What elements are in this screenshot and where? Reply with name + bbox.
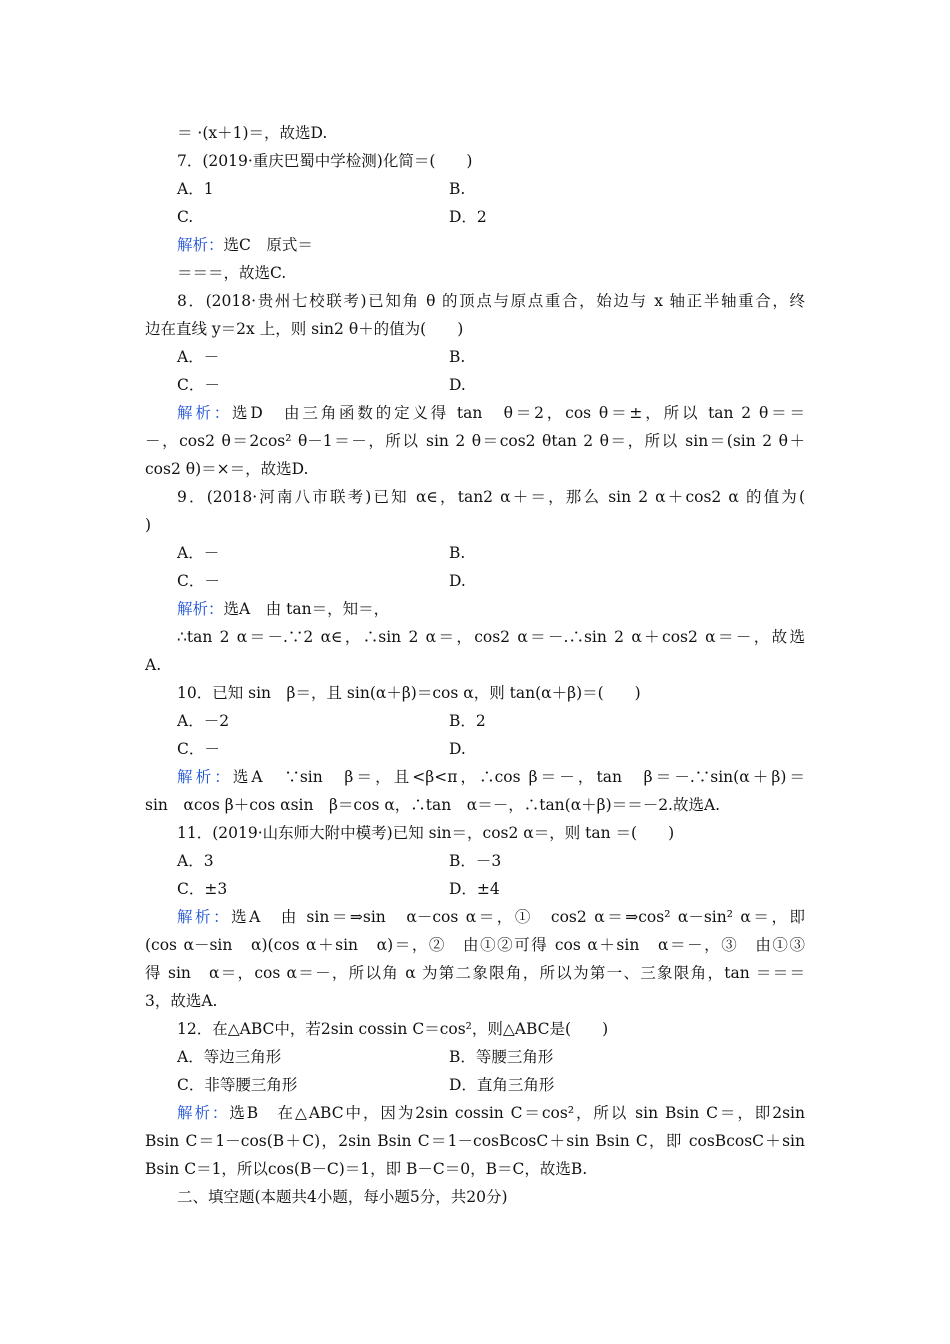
question-10: 10．已知 sin β＝，且 sin(α＋β)＝cos α，则 tan(α＋β)＝( )	[177, 684, 641, 702]
option-d: D.	[449, 572, 466, 590]
solution-line: －，cos2 θ＝2cos² θ－1＝－，所以 sin 2 θ＝cos2 θtan 2 θ＝，所以 sin＝(sin 2 θ＋	[145, 432, 805, 450]
question-8: 8．(2018·贵州七校联考)已知角 θ 的顶点与原点重合，始边与 x 轴正半轴重合，终	[177, 292, 805, 310]
option-c: C．非等腰三角形	[177, 1076, 298, 1094]
question-12: 12．在△ABC中，若2sin cossin C＝cos²，则△ABC是( )	[177, 1020, 609, 1038]
option-c: C．－	[177, 376, 220, 394]
solution-line: ∴tan 2 α＝－.∵2 α∈，∴sin 2 α＝，cos2 α＝－.∴sin 2 α＋cos2 α＝－，故选	[177, 628, 805, 646]
solution-line	[177, 599, 389, 619]
solution-line: (cos α－sin α)(cos α＋sin α)＝，② 由①②可得 cos α＋sin α＝－，③ 由①③	[145, 936, 805, 954]
solution-label: 解析：	[177, 236, 224, 254]
solution-label: 解析：	[177, 1104, 230, 1122]
solution-line: Bsin C＝1－cos(B＋C)，2sin Bsin C＝1－cosBcosC＋sin Bsin C，即 cosBcosC＋sin	[145, 1132, 805, 1150]
option-c: C．±3	[177, 880, 228, 898]
option-b: B．等腰三角形	[449, 1048, 554, 1066]
option-c: C.	[177, 208, 194, 226]
section-heading: 二、填空题(本题共4小题，每小题5分，共20分)	[177, 1188, 508, 1206]
option-a: A．1	[177, 180, 214, 198]
solution-line: ＝＝＝，故选C.	[177, 264, 287, 282]
solution-line	[177, 235, 313, 255]
solution-text: 选D 由三角函数的定义得 tan θ＝2，cos θ＝±，所以 tan 2 θ＝＝	[232, 404, 805, 422]
solution-label: 解析：	[177, 908, 232, 926]
solution-text: 选A ∵sin β＝，且<β<π，∴cos β＝－，tan β＝－.∵sin(α＋β)＝	[232, 768, 805, 786]
solution-label: 解析：	[177, 768, 233, 786]
solution-label: 解析：	[177, 404, 233, 422]
text-line: ＝ ·(x＋1)＝，故选D.	[177, 124, 328, 142]
solution-line	[177, 907, 805, 927]
solution-line: 3，故选A.	[145, 992, 218, 1010]
option-c: C．－	[177, 572, 220, 590]
question-9: 9．(2018·河南八市联考)已知 α∈，tan2 α＋＝，那么 sin 2 α＋cos2 α 的值为(	[177, 488, 805, 506]
solution-line: Bsin C＝1，所以cos(B－C)＝1，即 B－C＝0，B＝C，故选B.	[145, 1160, 588, 1178]
option-c: C．－	[177, 740, 220, 758]
option-b: B.	[449, 180, 466, 198]
question-11: 11．(2019·山东师大附中模考)已知 sin＝，cos2 α＝，则 tan ＝( )	[177, 824, 675, 842]
solution-line	[177, 767, 805, 787]
solution-line	[177, 1103, 805, 1123]
question-8-cont: 边在直线 y＝2x 上，则 sin2 θ＋的值为( )	[145, 320, 464, 338]
solution-line: 得 sin α＝，cos α＝－，所以角 α 为第二象限角，所以为第一、三象限角，tan ＝＝＝	[145, 964, 805, 982]
option-a: A．－	[177, 544, 220, 562]
solution-text: 选A 由 sin＝⇒sin α－cos α＝，① cos2 α＝⇒cos² α－sin² α＝，即	[231, 908, 805, 926]
option-d: D．2	[449, 208, 487, 226]
option-d: D．直角三角形	[449, 1076, 555, 1094]
option-a: A．等边三角形	[177, 1048, 282, 1066]
option-b: B.	[449, 544, 466, 562]
option-a: A．－2	[177, 712, 230, 730]
solution-line	[177, 403, 805, 423]
solution-line: sin αcos β＋cos αsin β＝cos α，∴tan α＝－，∴tan(α＋β)＝＝－2.故选A.	[145, 796, 721, 814]
solution-line: A.	[145, 656, 162, 674]
option-b: B．2	[449, 712, 486, 730]
option-a: A．－	[177, 348, 220, 366]
question-7: 7．(2019·重庆巴蜀中学检测)化简＝( )	[177, 152, 473, 170]
option-b: B.	[449, 348, 466, 366]
question-9-cont: )	[145, 516, 152, 534]
solution-text: 选C 原式＝	[223, 236, 313, 254]
option-a: A．3	[177, 852, 214, 870]
option-b: B．－3	[449, 852, 502, 870]
option-d: D.	[449, 740, 466, 758]
option-d: D．±4	[449, 880, 500, 898]
solution-text: 选B 在△ABC中，因为2sin cossin C＝cos²，所以 sin Bsin C＝，即2sin	[229, 1104, 805, 1122]
option-d: D.	[449, 376, 466, 394]
solution-label: 解析：	[177, 600, 224, 618]
solution-text: 选A 由 tan＝，知＝，	[223, 600, 390, 618]
solution-line: cos2 θ)＝×＝，故选D.	[145, 460, 309, 478]
